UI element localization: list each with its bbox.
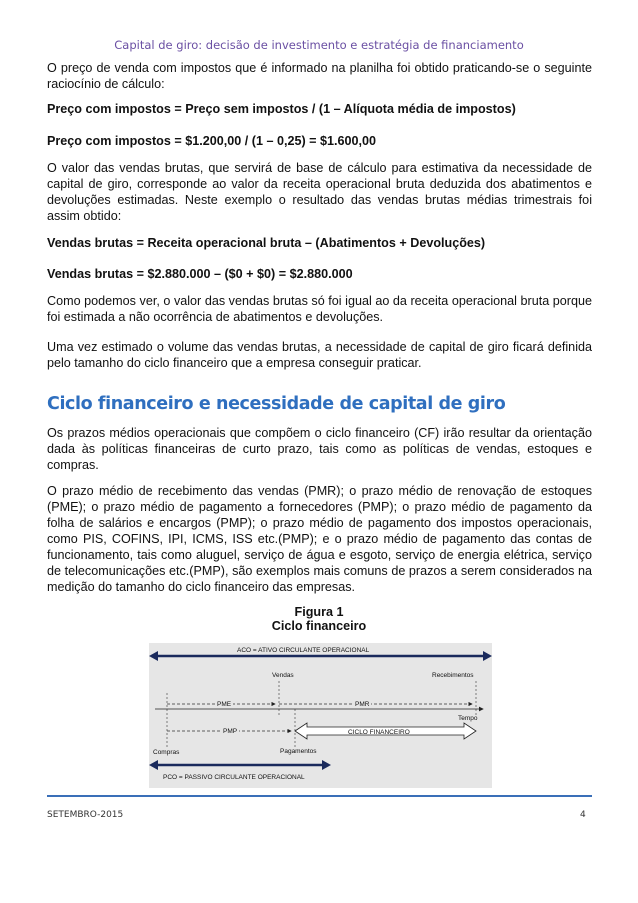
recebimentos-label: Recebimentos [432,672,474,679]
formula-vendas-1: Vendas brutas = Receita operacional bruta – (Abatimentos + Devoluções) [47,236,486,250]
formula-preco-2: Preço com impostos = $1.200,00 / (1 – 0,25) = $1.600,00 [47,134,377,148]
pmr-label: PMR [355,701,370,708]
vendas-label: Vendas [272,672,294,679]
aco-label: ACO = ATIVO CIRCULANTE OPERACIONAL [237,647,370,654]
footer-date: SETEMBRO-2015 [47,810,124,820]
compras-label: Compras [153,749,180,756]
pco-label: PCO = PASSIVO CIRCULANTE OPERACIONAL [163,774,305,781]
paragraph-vendas-brutas: O valor das vendas brutas, que servirá de base de cálculo para estimativa da necessidade de capital de giro, corresponde ao valor da receita operacional bruta deduzida dos abatimentos e devoluções estimadas. Neste exemplo o resultado das vendas brutas médias trimestrais foi assim obtido: [47,161,592,223]
paragraph-exemplos-prazos: O prazo médio de recebimento das vendas (PMR); o prazo médio de renovação de estoques (PME); o prazo médio de pagamento a fornecedores (PMP); o prazo médio de pagamento da folha de salários e encargos (PMP); o prazo médio de pagamento dos impostos operacionais, como PIS, COFINS, IPI, ICMS, ISS etc.(PMP); e o prazo médio de pagamento das contas de funcionamento, tais como aluguel, serviço de água e esgoto, serviço de energia elétrica, serviço de telecomunicações etc.(PMP), são exemplos mais comuns de prazos a serem considerados na medição do tamanho do ciclo financeiro das empresas. [47,484,592,594]
paragraph-necessidade: Uma vez estimado o volume das vendas brutas, a necessidade de capital de giro ficará definida pelo tamanho do ciclo financeiro que a empresa conseguir praticar. [47,340,592,370]
figure-label: Figura 1 [294,605,344,619]
formula-preco-1: Preço com impostos = Preço sem impostos / (1 – Alíquota média de impostos) [47,102,516,116]
ciclo-label: CICLO FINANCEIRO [348,729,410,736]
paragraph-preco: O preço de venda com impostos que é informado na planilha foi obtido praticando-se o seguinte raciocínio de cálculo: [47,61,592,91]
paragraph-prazos-medios: Os prazos médios operacionais que compõem o ciclo financeiro (CF) irão resultar da orientação dada às políticas financeiras de curto prazo, tais como as políticas de vendas, estoques e compras. [47,426,592,472]
section-heading: Ciclo financeiro e necessidade de capital de giro [47,394,506,414]
figure-caption: Ciclo financeiro [271,619,367,633]
paragraph-receita: Como podemos ver, o valor das vendas brutas só foi igual ao da receita operacional bruta porque foi estimada a não ocorrência de abatimentos e devoluções. [47,294,592,324]
cycle-diagram [149,643,492,788]
pmp-label: PMP [223,728,238,735]
tempo-label: Tempo [458,715,478,722]
page-number: 4 [580,810,586,820]
footer-rule [47,795,592,797]
formula-vendas-2: Vendas brutas = $2.880.000 – ($0 + $0) = $2.880.000 [47,267,353,281]
page-header: Capital de giro: decisão de investimento e estratégia de financiamento [114,38,524,52]
pagamentos-label: Pagamentos [280,748,317,755]
pme-label: PME [217,701,232,708]
